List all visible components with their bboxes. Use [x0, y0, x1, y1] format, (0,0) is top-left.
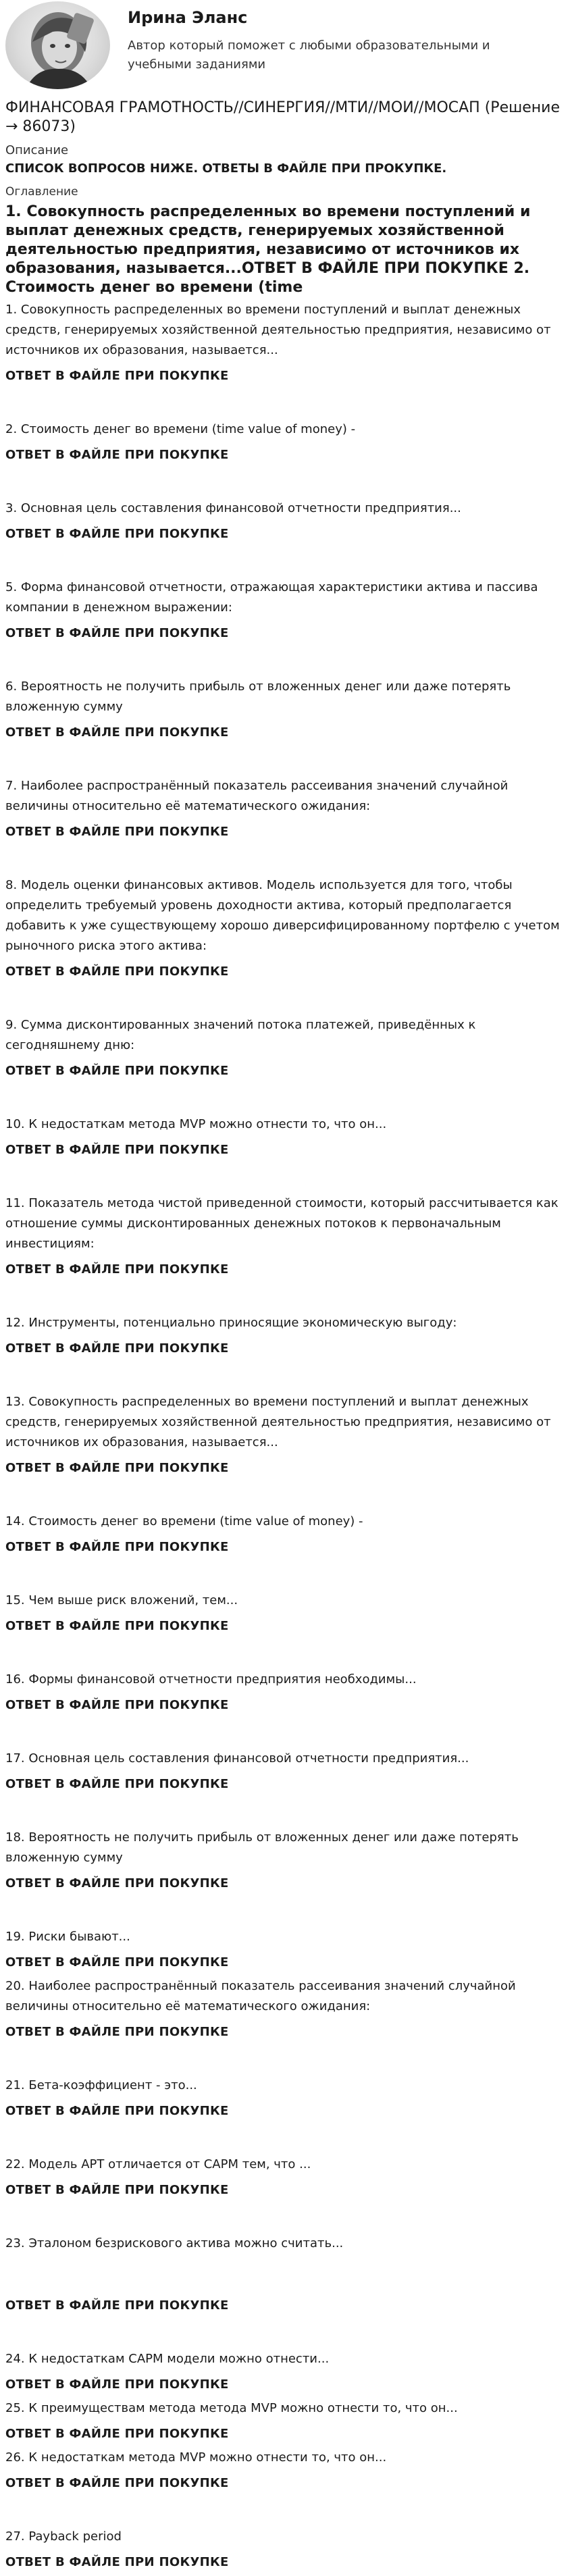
list-item	[5, 776, 567, 839]
answer-label: ОТВЕТ В ФАЙЛЕ ПРИ ПОКУПКЕ	[5, 725, 229, 740]
answer-label: ОТВЕТ В ФАЙЛЕ ПРИ ПОКУПКЕ	[5, 1262, 229, 1277]
list-item	[5, 1512, 567, 1554]
question-text: 13. Совокупность распределенных во времени поступлений и выплат денежных средств, генерируемых хозяйственной деятельностью предприятия, независимо от источников их образования, называется...	[5, 1395, 551, 1449]
question-text: 26. К недостаткам метода MVP можно отнести то, что он...	[5, 2450, 387, 2465]
list-item	[5, 1749, 567, 1791]
question-text: 7. Наиболее распространённый показатель рассеивания значений случайной величины относительно её математического ожидания:	[5, 779, 509, 813]
question-text: 18. Вероятность не получить прибыль от вложенных денег или даже потерять вложенную сумму	[5, 1830, 519, 1865]
list-item	[5, 1313, 567, 1356]
answer-label: ОТВЕТ В ФАЙЛЕ ПРИ ПОКУПКЕ	[5, 2555, 229, 2569]
author-info	[128, 1, 533, 74]
question-text: 19. Риски бывают...	[5, 1930, 130, 1944]
list-item	[5, 677, 567, 740]
answer-label: ОТВЕТ В ФАЙЛЕ ПРИ ПОКУПКЕ	[5, 2377, 229, 2392]
list-item	[5, 1193, 567, 1277]
question-text: 24. К недостаткам CAPM модели можно отнести...	[5, 2352, 330, 2366]
answer-label: ОТВЕТ В ФАЙЛЕ ПРИ ПОКУПКЕ	[5, 527, 229, 541]
question-text: 9. Сумма дисконтированных значений потока платежей, приведённых к сегодняшнему дню:	[5, 1018, 476, 1052]
answer-label: ОТВЕТ В ФАЙЛЕ ПРИ ПОКУПКЕ	[5, 2427, 229, 2441]
question-text: 11. Показатель метода чистой приведенной стоимости, который рассчитывается как отношение суммы дисконтированных денежных потоков к первоначальным инвестициям:	[5, 1196, 558, 1251]
list-item	[5, 875, 567, 979]
list-item	[5, 2234, 567, 2313]
intro-text: СПИСОК ВОПРОСОВ НИЖЕ. ОТВЕТЫ В ФАЙЛЕ ПРИ ПРОКУПКЕ.	[5, 161, 447, 176]
answer-label: ОТВЕТ В ФАЙЛЕ ПРИ ПОКУПКЕ	[5, 1698, 229, 1712]
list-item	[5, 2155, 567, 2197]
question-text: 21. Бета-коэффициент - это...	[5, 2078, 197, 2092]
list-item	[5, 1670, 567, 1712]
answer-label: ОТВЕТ В ФАЙЛЕ ПРИ ПОКУПКЕ	[5, 1540, 229, 1554]
answer-label: ОТВЕТ В ФАЙЛЕ ПРИ ПОКУПКЕ	[5, 825, 229, 839]
list-item	[5, 1392, 567, 1475]
author-name[interactable]: Ирина Эланс	[128, 8, 248, 27]
answer-label: ОТВЕТ В ФАЙЛЕ ПРИ ПОКУПКЕ	[5, 1461, 229, 1475]
list-item	[5, 2349, 567, 2392]
question-text: 22. Модель APT отличается от CAPM тем, что ...	[5, 2157, 311, 2171]
list-item	[5, 2448, 567, 2490]
answer-label: ОТВЕТ В ФАЙЛЕ ПРИ ПОКУПКЕ	[5, 1777, 229, 1791]
list-item	[5, 419, 567, 462]
question-text: 17. Основная цель составления финансовой отчетности предприятия...	[5, 1751, 469, 1766]
question-text: 8. Модель оценки финансовых активов. Модель используется для того, чтобы определить требуемый уровень доходности актива, который предполагается добавить к уже существующему хорошо диверсифицированному портфелю с учетом рыночного риска этого актива:	[5, 878, 560, 953]
page-title: ФИНАНСОВАЯ ГРАМОТНОСТЬ//СИНЕРГИЯ//МТИ//МОИ//МОСАП (Решение → 86073)	[5, 99, 560, 135]
answer-label: ОТВЕТ В ФАЙЛЕ ПРИ ПОКУПКЕ	[5, 2025, 229, 2039]
toc-label: Оглавление	[5, 185, 78, 199]
list-item	[5, 300, 567, 383]
list-item	[5, 2076, 567, 2118]
question-text: 15. Чем выше риск вложений, тем...	[5, 1593, 238, 1607]
author-avatar[interactable]	[5, 1, 110, 89]
question-text: 25. К преимуществам метода метода MVP можно отнести то, что он...	[5, 2401, 458, 2415]
list-item	[5, 1114, 567, 1157]
question-text: 23. Эталоном безрискового актива можно считать...	[5, 2236, 344, 2250]
list-item	[5, 577, 567, 640]
list-item	[5, 1591, 567, 1633]
answer-label: ОТВЕТ В ФАЙЛЕ ПРИ ПОКУПКЕ	[5, 2183, 229, 2197]
list-item	[5, 1828, 567, 1890]
question-text: 10. К недостаткам метода MVP можно отнести то, что он...	[5, 1117, 387, 1131]
question-list	[5, 300, 567, 2569]
question-text: 5. Форма финансовой отчетности, отражающая характеристики актива и пассива компании в денежном выражении:	[5, 580, 538, 615]
list-item	[5, 1927, 567, 1969]
description-label: Описание	[5, 143, 69, 157]
avatar-portrait-icon	[5, 1, 110, 89]
list-item	[5, 2398, 567, 2441]
list-item	[5, 1015, 567, 1078]
question-text: 14. Стоимость денег во времени (time value of money) -	[5, 1514, 363, 1528]
list-item	[5, 498, 567, 541]
toc-text: 1. Совокупность распределенных во времени поступлений и выплат денежных средств, генерируемых хозяйственной деятельностью предприятия, независимо от источников их образования, называется...ОТВЕТ В ФАЙЛЕ ПРИ ПОКУПКЕ 2. Стоимость денег во времени (time	[5, 203, 531, 296]
answer-label: ОТВЕТ В ФАЙЛЕ ПРИ ПОКУПКЕ	[5, 626, 229, 640]
answer-label: ОТВЕТ В ФАЙЛЕ ПРИ ПОКУПКЕ	[5, 1955, 229, 1969]
answer-label: ОТВЕТ В ФАЙЛЕ ПРИ ПОКУПКЕ	[5, 964, 229, 979]
question-text: 27. Payback period	[5, 2529, 122, 2544]
answer-label: ОТВЕТ В ФАЙЛЕ ПРИ ПОКУПКЕ	[5, 1876, 229, 1890]
answer-label: ОТВЕТ В ФАЙЛЕ ПРИ ПОКУПКЕ	[5, 369, 229, 383]
answer-label: ОТВЕТ В ФАЙЛЕ ПРИ ПОКУПКЕ	[5, 1064, 229, 1078]
answer-label: ОТВЕТ В ФАЙЛЕ ПРИ ПОКУПКЕ	[5, 448, 229, 462]
question-text: 3. Основная цель составления финансовой отчетности предприятия...	[5, 501, 461, 515]
list-item	[5, 1976, 567, 2039]
answer-label: ОТВЕТ В ФАЙЛЕ ПРИ ПОКУПКЕ	[5, 2298, 229, 2313]
answer-label: ОТВЕТ В ФАЙЛЕ ПРИ ПОКУПКЕ	[5, 1341, 229, 1356]
answer-label: ОТВЕТ В ФАЙЛЕ ПРИ ПОКУПКЕ	[5, 2104, 229, 2118]
question-text: 2. Стоимость денег во времени (time value of money) -	[5, 422, 356, 436]
question-text: 6. Вероятность не получить прибыль от вложенных денег или даже потерять вложенную сумму	[5, 679, 511, 714]
question-text: 20. Наиболее распространённый показатель рассеивания значений случайной величины относительно её математического ожидания:	[5, 1979, 516, 2013]
answer-label: ОТВЕТ В ФАЙЛЕ ПРИ ПОКУПКЕ	[5, 2476, 229, 2490]
question-text: 1. Совокупность распределенных во времени поступлений и выплат денежных средств, генерируемых хозяйственной деятельностью предприятия, независимо от источников их образования, называется...	[5, 303, 551, 357]
question-text: 16. Формы финансовой отчетности предприятия необходимы...	[5, 1672, 417, 1686]
answer-label: ОТВЕТ В ФАЙЛЕ ПРИ ПОКУПКЕ	[5, 1619, 229, 1633]
author-description: Автор который поможет с любыми образовательными и учебными заданиями	[128, 38, 490, 72]
question-text: 12. Инструменты, потенциально приносящие экономическую выгоду:	[5, 1316, 457, 1330]
author-card	[5, 0, 567, 96]
answer-label: ОТВЕТ В ФАЙЛЕ ПРИ ПОКУПКЕ	[5, 1143, 229, 1157]
